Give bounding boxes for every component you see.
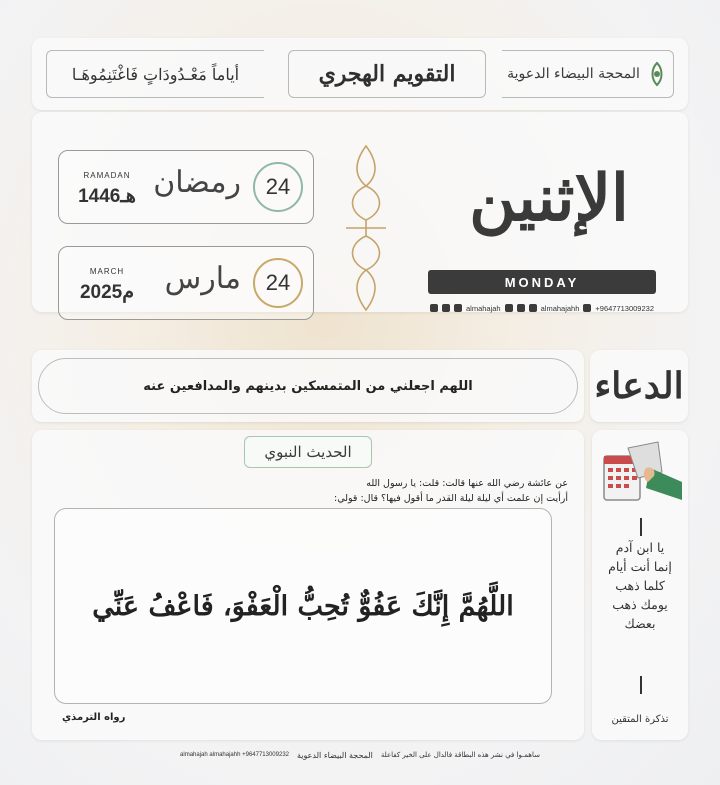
reminder-line: يا ابن آدم [615, 540, 665, 555]
footer-org-name: المحجة البيضاء الدعوية [297, 750, 373, 760]
hijri-month-ar: رمضان [153, 165, 241, 200]
hadith-narrator: رواه الترمذي [62, 712, 126, 723]
gregorian-year: 2025م [79, 282, 135, 303]
dua-text: اللهم اجعلني من المتمسكين بدينهم والمدافعين عنه [38, 358, 578, 414]
footer-sponsor-note: ساهمـوا في نشر هذه البطاقة فالدال على الخير كفاعلة [380, 751, 540, 759]
hijri-year: 1446هـ [78, 186, 136, 207]
youtube-icon [454, 304, 462, 312]
reminder-caption: تذكرة المتقين [611, 714, 669, 725]
gregorian-month-ar: مارس [164, 261, 241, 296]
gregorian-day-number: 24 [253, 258, 303, 308]
tiktok-icon [517, 304, 525, 312]
slogan-text: أياماً مَعْـدُودَاتٍ فَاغْتَنِمُوهَـا [71, 64, 240, 84]
whatsapp-icon [583, 304, 591, 312]
footer [110, 748, 610, 762]
hadith-intro [68, 476, 568, 506]
org-logo [507, 61, 668, 87]
logo-icon [646, 61, 668, 87]
dua-panel [32, 350, 584, 422]
gregorian-month-en: MARCH [89, 267, 125, 276]
social-phone: +9647713009232 [595, 303, 654, 313]
divider-top [640, 518, 642, 536]
x-icon [505, 304, 513, 312]
org-box [502, 50, 674, 98]
day-name-english: MONDAY [428, 270, 656, 294]
social-handle-main: almahajah [466, 303, 501, 313]
ornament-icon [338, 142, 394, 314]
calendar-title: التقويم الهجري [318, 61, 456, 87]
social-handle-alt: almahajahh [540, 303, 580, 313]
hijri-day-number: 24 [253, 162, 303, 212]
footer-contacts [180, 752, 289, 758]
calendar-illustration-icon [598, 438, 684, 514]
slogan-box [46, 50, 264, 98]
social-row [430, 302, 660, 314]
reminder-line: إنما أنت أيام [608, 559, 672, 574]
reminder-line: بعضك [624, 616, 656, 631]
hijri-month-en: RAMADAN [83, 171, 131, 180]
reminder-line: كلما ذهب [615, 578, 665, 593]
title-box [288, 50, 486, 98]
hadith-text: اللَّهُمَّ إِنَّكَ عَفُوٌّ تُحِبُّ الْعَفْوَ، فَاعْفُ عَنِّي [54, 508, 552, 704]
reminder-panel [592, 430, 688, 740]
dua-label: الدعاء [594, 365, 684, 407]
dua-label-panel [590, 350, 688, 422]
reminder-line: يومك ذهب [612, 597, 668, 612]
hadith-label: الحديث النبوي [244, 436, 372, 468]
org-name: المحجة البيضاء الدعوية [507, 66, 640, 82]
instagram-icon [529, 304, 537, 312]
hijri-date-box [58, 150, 314, 224]
hadith-panel [32, 430, 584, 740]
footer-phone: +9647713009232 [242, 752, 289, 758]
footer-handle-alt: almahajahh [209, 752, 241, 758]
hadith-intro-line2: أرأيت إن علمت أي ليلة ليلة القدر ما أقول فيها؟ قال: قولي: [334, 493, 568, 504]
gregorian-date-box [58, 246, 314, 320]
header-panel [32, 38, 688, 110]
divider-bottom [640, 676, 642, 694]
facebook-icon [430, 304, 438, 312]
footer-handle-main: almahajah [180, 752, 208, 758]
day-name-arabic: الإثنين [469, 161, 629, 236]
hadith-intro-line1: عن عائشة رضي الله عنها قالت: قلت: يا رسول الله [366, 478, 568, 489]
reminder-text [594, 538, 686, 633]
day-panel [32, 112, 688, 312]
telegram-icon [442, 304, 450, 312]
